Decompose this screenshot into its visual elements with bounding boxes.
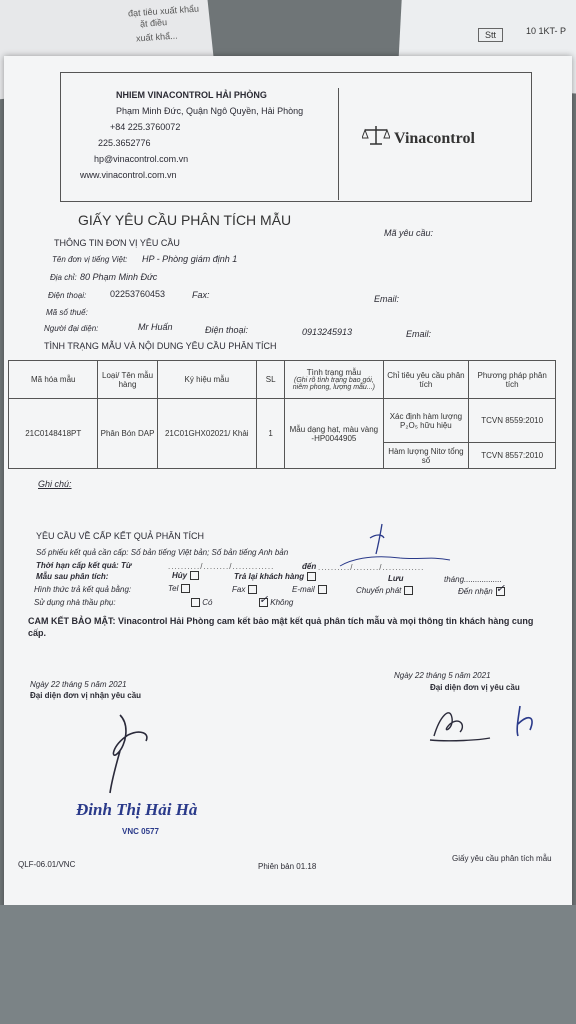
yes-checkbox[interactable] bbox=[191, 598, 200, 607]
fax-checkbox[interactable] bbox=[248, 585, 257, 594]
opt-email[interactable] bbox=[292, 585, 327, 594]
th-criteria: Chỉ tiêu yêu cầu phân tích bbox=[383, 361, 469, 399]
opt-no[interactable] bbox=[256, 598, 293, 607]
th-status-note: (Ghi rõ tình trạng bao gói, niêm phong, lượng mẫu...) bbox=[292, 377, 375, 391]
opt-email-label: E-mail bbox=[292, 585, 315, 594]
cell-method-1: TCVN 8559:2010 bbox=[469, 399, 556, 443]
subcontractor-label: Sử dụng nhà thầu phụ: bbox=[34, 598, 116, 607]
request-no-label: Mã yêu cầu: bbox=[384, 228, 434, 238]
th-method: Phương pháp phân tích bbox=[469, 361, 556, 399]
fax-label: Fax: bbox=[192, 290, 210, 300]
deadline-from-blank: ........../......../............. bbox=[168, 562, 275, 571]
sample-section-title: TÌNH TRẠNG MẪU VÀ NỘI DUNG YÊU CẦU PHÂN TÍCH bbox=[44, 341, 277, 351]
phone-value: 02253760453 bbox=[110, 289, 166, 299]
opt-tel[interactable] bbox=[168, 584, 190, 593]
company-website: www.vinacontrol.com.vn bbox=[80, 170, 177, 180]
vinacontrol-logo bbox=[362, 124, 390, 151]
no-checkbox[interactable] bbox=[259, 598, 268, 607]
opt-fax-label: Fax bbox=[232, 585, 246, 594]
email-checkbox[interactable] bbox=[318, 585, 327, 594]
bg-stt: Stt bbox=[478, 28, 503, 42]
company-address: Phạm Minh Đức, Quận Ngô Quyền, Hải Phòng bbox=[116, 106, 304, 116]
left-stamp-code: VNC 0577 bbox=[122, 827, 159, 836]
cell-criteria-2: Hàm lượng Nitơ tổng số bbox=[383, 443, 469, 469]
opt-no-label: Không bbox=[270, 598, 294, 607]
cell-type: Phân Bón DAP bbox=[98, 399, 157, 469]
footer-code: QLF-06.01/VNC bbox=[18, 860, 76, 869]
th-status bbox=[285, 361, 383, 399]
bg-code: 10 1KT- P bbox=[526, 26, 567, 36]
scale-icon bbox=[362, 124, 390, 146]
address-label: Địa chỉ: bbox=[50, 273, 77, 282]
commitment-text: Vinacontrol Hải Phòng cam kết bảo mật kết quả phân tích mẫu và mọi thông tin khách hàng cung cấp. bbox=[28, 616, 534, 638]
name-label: Tên đơn vị tiếng Việt: bbox=[52, 255, 128, 264]
deadline-to-blank: ........../......../............. bbox=[318, 563, 425, 572]
company-fax: 225.3652776 bbox=[98, 138, 151, 148]
opt-return[interactable] bbox=[234, 572, 316, 581]
client-section-title: THÔNG TIN ĐƠN VỊ YÊU CẦU bbox=[54, 238, 180, 248]
th-qty: SL bbox=[257, 361, 285, 399]
th-type: Loại/ Tên mẫu hàng bbox=[98, 361, 157, 399]
bg-line-2: ặt điều bbox=[139, 17, 168, 29]
rep-email-label: Email: bbox=[406, 329, 432, 339]
months-label: tháng bbox=[444, 575, 465, 584]
logo-text: Vinacontrol bbox=[394, 130, 475, 147]
commitment-label: CAM KẾT BẢO MẬT: bbox=[28, 616, 116, 626]
th-mark: Ký hiệu mẫu bbox=[157, 361, 256, 399]
result-section-title: YÊU CẦU VỀ CẤP KẾT QUẢ PHÂN TÍCH bbox=[36, 531, 205, 541]
after-label: Mẫu sau phân tích: bbox=[36, 572, 109, 581]
footer-doc: Giấy yêu cầu phân tích mẫu bbox=[452, 854, 552, 863]
result-copies: Số phiếu kết quả cần cấp: Số bản tiếng Việt bản; Số bản tiếng Anh bản bbox=[36, 548, 289, 557]
right-signature bbox=[420, 696, 550, 746]
company-name: NHIEM VINACONTROL HẢI PHÒNG bbox=[116, 90, 267, 100]
tax-label: Mã số thuế: bbox=[46, 308, 88, 317]
cell-code: 21C0148418PT bbox=[9, 399, 98, 469]
opt-keep-label: Lưu bbox=[388, 574, 404, 583]
handwritten-marks bbox=[330, 520, 490, 590]
rep-value: Mr Huấn bbox=[138, 322, 173, 332]
deadline-label: Thời hạn cấp kết quả: Từ bbox=[36, 561, 132, 570]
header-separator bbox=[338, 88, 339, 200]
opt-fax[interactable] bbox=[232, 585, 257, 594]
opt-destroy[interactable] bbox=[172, 571, 199, 580]
left-title: Đại diện đơn vị nhận yêu cầu bbox=[30, 691, 142, 700]
company-email: hp@vinacontrol.com.vn bbox=[94, 154, 189, 164]
rep-phone-value: 0913245913 bbox=[302, 327, 353, 337]
phone-label: Điện thoại: bbox=[48, 291, 87, 300]
form-title: GIẤY YÊU CẦU PHÂN TÍCH MẪU bbox=[78, 212, 292, 228]
footer-version: Phiên bản 01.18 bbox=[258, 862, 317, 871]
commitment bbox=[28, 615, 552, 639]
bg-line-1: đạt tiêu xuất khẩu bbox=[127, 3, 200, 19]
table-header-row bbox=[9, 361, 556, 399]
opt-destroy-label: Hủy bbox=[172, 571, 188, 580]
email-label: Email: bbox=[374, 294, 400, 304]
left-stamp-name: Đinh Thị Hải Hà bbox=[76, 800, 198, 819]
pickup-checkbox[interactable] bbox=[496, 587, 505, 596]
rep-label: Người đại diện: bbox=[44, 324, 99, 333]
opt-months: tháng................. bbox=[444, 575, 502, 584]
method-label: Hình thức trả kết quả bằng: bbox=[34, 585, 132, 594]
deadline-to: đến bbox=[302, 562, 317, 571]
sample-table bbox=[8, 360, 556, 469]
opt-post-label: Chuyển phát bbox=[356, 586, 402, 595]
left-signature bbox=[90, 705, 170, 795]
opt-return-label: Trả lại khách hàng bbox=[234, 572, 305, 581]
cell-status: Mẫu dạng hạt, màu vàng -HP0044905 bbox=[285, 399, 383, 469]
return-checkbox[interactable] bbox=[307, 572, 316, 581]
notes-label: Ghi chú: bbox=[38, 479, 72, 489]
opt-pickup-label: Đến nhận bbox=[458, 587, 493, 596]
cell-mark: 21C01GHX02021/ Khải bbox=[157, 399, 256, 469]
name-value: HP - Phòng giám định 1 bbox=[142, 254, 238, 264]
th-code: Mã hóa mẫu bbox=[9, 361, 98, 399]
destroy-checkbox[interactable] bbox=[190, 571, 199, 580]
table-row bbox=[9, 399, 556, 443]
table-surface bbox=[0, 905, 576, 1024]
bg-line-3: xuất khẩ... bbox=[135, 30, 178, 44]
cell-criteria-1: Xác định hàm lượng P₂O₅ hữu hiệu bbox=[383, 399, 469, 443]
tel-checkbox[interactable] bbox=[181, 584, 190, 593]
opt-yes-label: Có bbox=[202, 598, 213, 607]
opt-yes[interactable] bbox=[188, 598, 212, 607]
company-phone: +84 225.3760072 bbox=[110, 122, 181, 132]
th-status-label: Tình trạng mẫu bbox=[306, 368, 362, 377]
rep-phone-label: Điện thoại: bbox=[205, 325, 249, 335]
right-title: Đại diện đơn vị yêu cầu bbox=[430, 683, 520, 692]
left-date: Ngày 22 tháng 5 năm 2021 bbox=[30, 680, 127, 689]
opt-tel-label: Tel bbox=[168, 584, 179, 593]
cell-qty: 1 bbox=[257, 399, 285, 469]
address-value: 80 Phạm Minh Đức bbox=[80, 272, 158, 282]
cell-method-2: TCVN 8557:2010 bbox=[469, 443, 556, 469]
right-date: Ngày 22 tháng 5 năm 2021 bbox=[394, 671, 491, 680]
